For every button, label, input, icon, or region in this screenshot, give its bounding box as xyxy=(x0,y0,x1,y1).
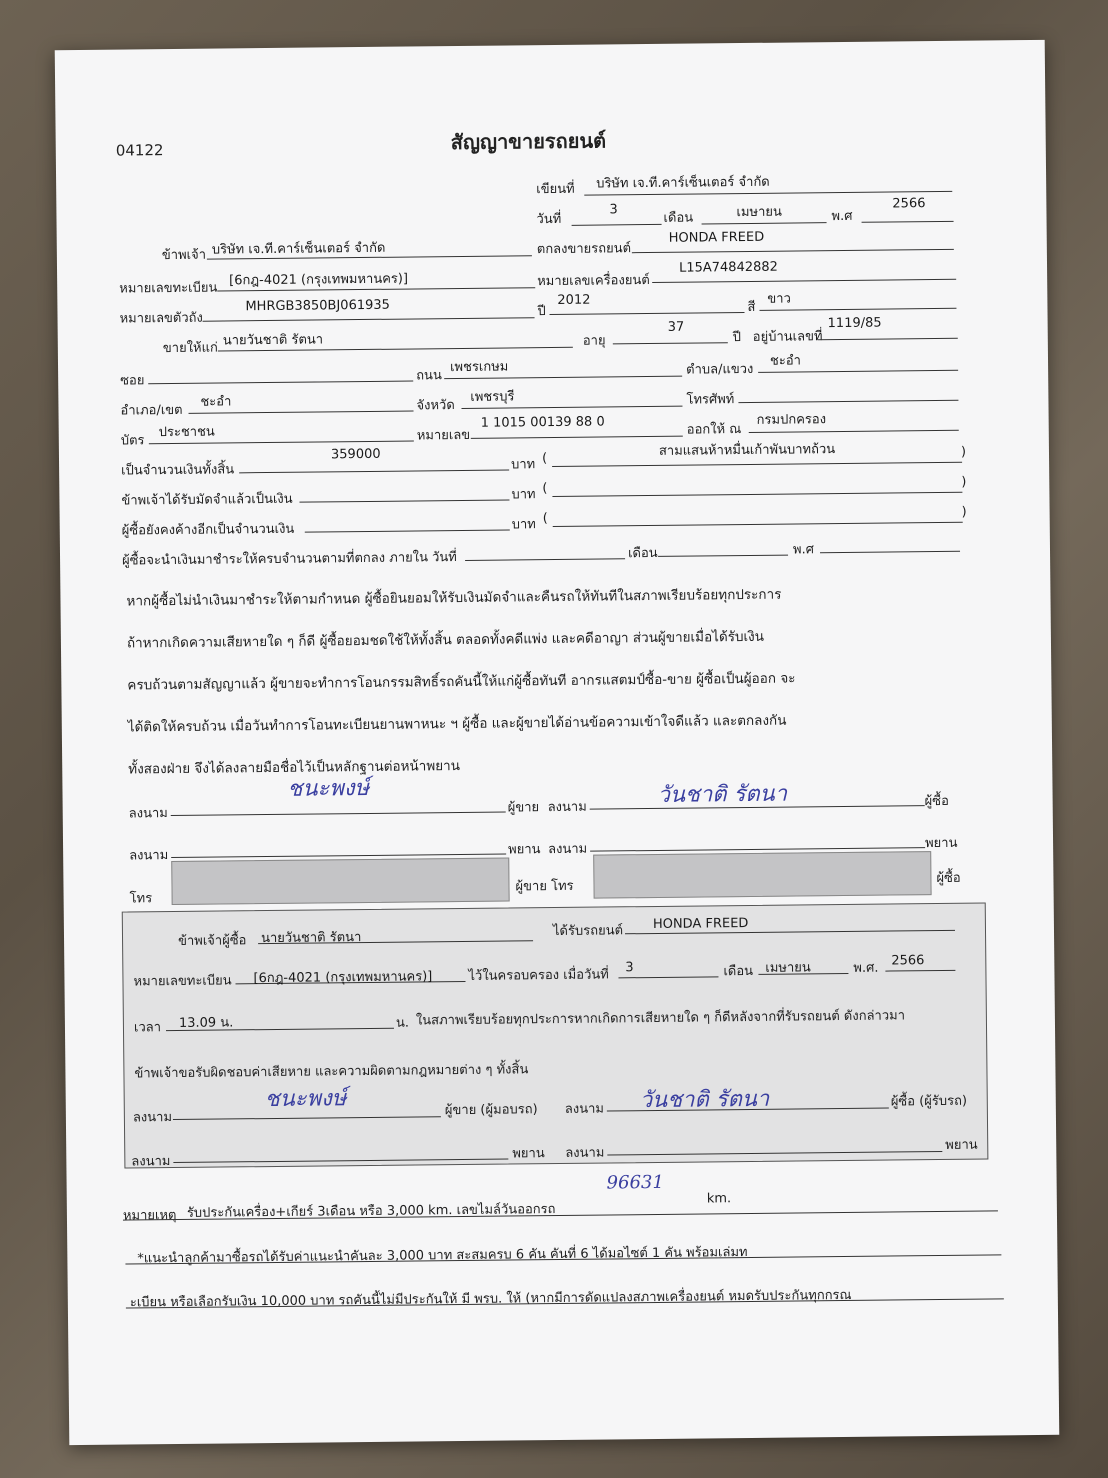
receipt-witness2-sign-label: ลงนาม xyxy=(565,1145,605,1161)
pay-month-label: เดือน xyxy=(627,545,658,562)
pay-year-label: พ.ศ xyxy=(792,542,815,558)
witness1-role: พยาน xyxy=(508,842,541,858)
contract-paper xyxy=(55,40,1060,1445)
owed-baht: บาท xyxy=(511,517,536,533)
age-line xyxy=(613,342,728,344)
receipt-box xyxy=(122,903,989,1169)
id-value: 1 1015 00139 88 0 xyxy=(480,414,605,431)
receipt-day-line xyxy=(618,976,718,978)
receipt-receiver-role: ผู้ซื้อ (ผู้รับรถ) xyxy=(890,1093,968,1110)
notes-line-1: รับประกันเครื่อง+เกียร์ 3เดือน หรือ 3,000 km. เลขไมล์วันออกรถ xyxy=(186,1202,556,1221)
witness2-sign-label: ลงนาม xyxy=(548,841,588,858)
buyer-signature: วันชาติ รัตนา xyxy=(657,781,788,808)
receipt-witness1-sign-label: ลงนาม xyxy=(131,1154,171,1170)
phone-row-label: โทร xyxy=(129,891,153,907)
seller-sign-label: ลงนาม xyxy=(128,806,168,822)
receipt-reg-label: หมายเลขทะเบียน xyxy=(133,973,232,990)
owed-words-line xyxy=(553,522,963,527)
receipt-received-label: ได้รับรถยนต์ xyxy=(552,923,624,940)
province-value: เพชรบุรี xyxy=(470,389,515,405)
receipt-day-value: 3 xyxy=(625,960,634,976)
receipt-condition-text: ในสภาพเรียบร้อยทุกประการหากเกิดการเสียหายใด ๆ ก็ดีหลังจากที่รับรถยนต์ ดังกล่าวมา xyxy=(415,1008,906,1029)
receipt-time-label: เวลา xyxy=(133,1020,162,1036)
car-line xyxy=(632,249,954,253)
terms-line-1: หากผู้ซื้อไม่นำเงินมาชำระให้ตามกำหนด ผู้ซื้อยินยอมให้รับเงินมัดจำและคืนรถให้ทันทีในสภาพเรียบร้อยทุกประการ xyxy=(126,586,782,610)
receipt-buyer-label: ข้าพเจ้าผู้ซื้อ xyxy=(177,933,247,949)
receipt-time-unit: น. xyxy=(395,1015,410,1031)
seller-signature: ชนะพงษ์ xyxy=(287,775,370,802)
year-label: พ.ศ xyxy=(831,208,853,225)
road-value: เพชรเกษม xyxy=(449,359,509,376)
chassis-value: MHRGB3850BJ061935 xyxy=(245,297,390,315)
receipt-car-value: HONDA FREED xyxy=(652,916,749,933)
total-words-line xyxy=(552,462,962,467)
receipt-possession-label: ไว้ในครอบครอง เมื่อวันที่ xyxy=(468,967,609,984)
total-line xyxy=(239,469,509,473)
deposit-label: ข้าพเจ้าได้รับมัดจำแล้วเป็นเงิน xyxy=(121,491,293,509)
receipt-seller-sign-label: ลงนาม xyxy=(132,1110,173,1126)
phone-label: โทรศัพท์ xyxy=(686,392,735,408)
receipt-responsibility-text: ข้าพเจ้าขอรับผิดชอบค่าเสียหาย และความผิดตามกฎหมายต่าง ๆ ทั้งสิ้น xyxy=(134,1062,529,1082)
model-year-value: 2012 xyxy=(557,292,591,308)
terms-line-4: ได้ติดให้ครบถ้วน เมื่อวันทำการโอนทะเบียนยานพาหนะ ฯ ผู้ซื้อ และผู้ขายได้อ่านข้อความเข้าใจดีแล้ว และตกลงกัน xyxy=(127,712,787,736)
document-number: 04122 xyxy=(115,141,164,160)
age-label: อายุ xyxy=(582,333,606,349)
sell-to-label: ขายให้แก่ xyxy=(162,340,218,357)
card-label: บัตร xyxy=(120,433,145,449)
buyer-role: ผู้ซื้อ xyxy=(924,793,949,810)
receipt-time-value: 13.09 น. xyxy=(178,1015,234,1031)
subdistrict-value: ชะอำ xyxy=(769,353,802,369)
day-line xyxy=(572,224,662,226)
color-value: ขาว xyxy=(767,291,791,307)
district-value: ชะอำ xyxy=(200,394,232,410)
receipt-month-label: เดือน xyxy=(723,963,754,980)
seller-sign-line xyxy=(171,812,506,817)
i-label: ข้าพเจ้า xyxy=(161,247,207,264)
receipt-buyer-value: นายวันชาติ รัตนา xyxy=(260,930,362,947)
owed-close-paren: ) xyxy=(961,504,967,520)
age-value: 37 xyxy=(667,319,685,335)
house-line xyxy=(818,338,958,340)
seller-value: บริษัท เจ.ที.คาร์เซ็นเตอร์ จำกัด xyxy=(211,240,386,258)
receipt-buyer-sign-label: ลงนาม xyxy=(564,1101,604,1117)
mileage-value: 96631 xyxy=(606,1171,664,1194)
receipt-deliverer-role: ผู้ขาย (ผู้มอบรถ) xyxy=(444,1102,538,1119)
engine-value: L15A74842882 xyxy=(678,259,778,276)
receipt-month-value: เมษายน xyxy=(765,960,811,976)
reg-label: หมายเลขทะเบียน xyxy=(119,280,218,297)
deposit-words-line xyxy=(552,492,962,497)
receipt-witness1-role: พยาน xyxy=(512,1146,545,1162)
subdistrict-label: ตำบล/แขวง xyxy=(686,361,754,378)
witness2-role: พยาน xyxy=(925,835,958,852)
owed-open-paren: ( xyxy=(542,511,548,527)
date-label: วันที่ xyxy=(536,211,562,228)
year-line xyxy=(862,221,954,223)
terms-line-5: ทั้งสองฝ่าย จึงได้ลงลายมือชื่อไว้เป็นหลักฐานต่อหน้าพยาน xyxy=(128,758,461,778)
month-line xyxy=(702,222,827,224)
notes-label: หมายเหตุ xyxy=(122,1208,177,1224)
receipt-witness1-sign-line xyxy=(173,1159,508,1164)
chassis-line xyxy=(203,317,535,321)
receipt-reg-value: [6กฎ-4021 (กรุงเทพมหานคร)] xyxy=(253,969,433,987)
receipt-year-value: 2566 xyxy=(891,953,925,969)
written-at-value: บริษัท เจ.ที.คาร์เซ็นเตอร์ จำกัด xyxy=(596,174,770,192)
owed-line xyxy=(305,529,510,532)
issued-value: กรมปกครอง xyxy=(756,412,827,428)
total-label: เป็นจำนวนเงินทั้งสิ้น xyxy=(121,462,235,479)
soi-label: ซอย xyxy=(120,373,145,389)
pay-year-line xyxy=(820,551,960,553)
issued-line xyxy=(749,430,959,433)
month-value: เมษายน xyxy=(736,204,782,221)
witness1-sign-label: ลงนาม xyxy=(129,848,169,864)
phone-line xyxy=(738,400,958,403)
model-year-label: ปี xyxy=(537,304,546,320)
receipt-seller-sign-line xyxy=(173,1116,441,1120)
total-open-paren: ( xyxy=(541,451,548,467)
pay-day-line xyxy=(465,558,625,561)
car-value: HONDA FREED xyxy=(668,229,765,246)
house-label: อยู่บ้านเลขที่ xyxy=(752,329,823,345)
total-close-paren: ) xyxy=(960,444,967,460)
buyer-sign-label: ลงนาม xyxy=(547,799,587,816)
receipt-seller-signature: ชนะพงษ์ xyxy=(264,1086,347,1113)
receipt-year-label: พ.ศ. xyxy=(853,960,879,976)
pay-month-line xyxy=(658,555,788,557)
agree-label: ตกลงขายรถยนต์ xyxy=(536,241,632,258)
house-value: 1119/85 xyxy=(827,315,882,332)
seller-role: ผู้ขาย xyxy=(507,800,540,816)
province-label: จังหวัด xyxy=(416,398,455,414)
mileage-unit: km. xyxy=(706,1191,732,1207)
soi-line xyxy=(148,380,413,384)
year-value: 2566 xyxy=(892,196,926,212)
total-value: 359000 xyxy=(330,446,381,463)
district-label: อำเภอ/เขต xyxy=(120,402,183,419)
deposit-baht: บาท xyxy=(511,487,536,503)
deposit-line xyxy=(299,499,509,502)
receipt-year-line xyxy=(885,970,955,972)
deposit-open-paren: ( xyxy=(542,481,548,497)
receipt-witness2-role: พยาน xyxy=(945,1137,978,1153)
road-label: ถนน xyxy=(416,368,442,384)
reg-value: [6กฎ-4021 (กรุงเทพมหานคร)] xyxy=(229,271,409,289)
total-baht: บาท xyxy=(511,457,536,473)
id-label: หมายเลข xyxy=(416,427,471,444)
terms-line-3: ครบถ้วนตามสัญญาแล้ว ผู้ขายจะทำการโอนกรรมสิทธิ์รถคันนี้ให้แก่ผู้ซื้อทันที อากรแสตมป์ซื้อ-ขาย ผู้ซื้อเป็นผู้ออก จะ xyxy=(127,670,796,694)
buyer-value: นายวันชาติ รัตนา xyxy=(222,332,324,349)
age-unit: ปี xyxy=(732,330,742,346)
engine-label: หมายเลขเครื่องยนต์ xyxy=(537,273,650,290)
receipt-buyer-signature: วันชาติ รัตนา xyxy=(639,1086,770,1114)
deposit-close-paren: ) xyxy=(961,474,967,490)
notes-line-2: *แนะนำลูกค้ามาซื้อรถได้รับค่าแนะนำคันละ 3,000 บาท สะสมครบ 6 คัน คันที่ 6 ได้มอไซต์ 1 คัน พร้อมเล่มท xyxy=(137,1245,748,1267)
issued-label: ออกให้ ณ xyxy=(686,422,742,438)
pay-within-label: ผู้ซื้อจะนำเงินมาชำระให้ครบจำนวนตามที่ตกลง ภายใน วันที่ xyxy=(121,550,457,569)
total-words: สามแสนห้าหมื่นเก้าพันบาทถ้วน xyxy=(658,442,836,459)
owed-label: ผู้ซื้อยังคงค้างอีกเป็นจำนวนเงิน xyxy=(121,521,295,539)
seller-phone-role: ผู้ขาย โทร xyxy=(515,878,574,895)
model-year-line xyxy=(550,312,745,315)
month-label: เดือน xyxy=(663,210,694,226)
color-label: สี xyxy=(747,299,756,315)
terms-line-2: ถ้าหากเกิดความเสียหายใด ๆ ก็ดี ผู้ซื้อยอมชดใช้ให้ทั้งสิ้น ตลอดทั้งคดีแพ่ง และคดีอาญา ส่วนผู้ขายเมื่อได้รับเงิน xyxy=(126,628,765,652)
notes-line-3: ะเบียน หรือเลือกรับเงิน 10,000 บาท รถคันนี้ไม่มีประกันให้ มี พรบ. ให้ (หากมีการดัดแปลงสภาพเครื่องยนต์ หมดรับประกันทุกกรณ xyxy=(129,1287,852,1311)
buyer-phone-redaction xyxy=(593,851,931,899)
day-value: 3 xyxy=(609,202,618,218)
buyer-phone-role: ผู้ซื้อ xyxy=(936,870,961,887)
written-at-label: เขียนที่ xyxy=(536,181,575,198)
receipt-witness2-sign-line xyxy=(607,1151,942,1156)
card-value: ประชาชน xyxy=(158,424,215,441)
chassis-label: หมายเลขตัวถัง xyxy=(119,310,203,327)
document-title: สัญญาขายรถยนต์ xyxy=(450,128,607,155)
id-line xyxy=(471,436,683,439)
seller-phone-redaction xyxy=(171,858,509,906)
engine-line xyxy=(652,279,956,283)
